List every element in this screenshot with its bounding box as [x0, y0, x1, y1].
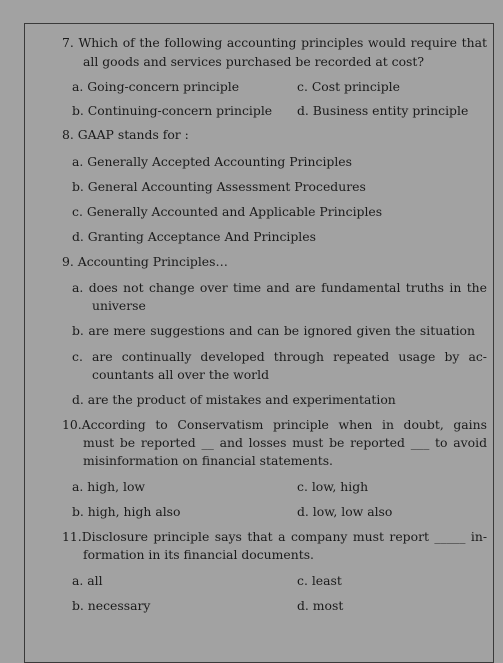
question-10-option-b: b. high, high also — [72, 504, 181, 519]
question-10-option-a: a. high, low — [72, 479, 146, 494]
question-10-stem-line-1: 10.According to Conservatism principle when in doubt, gains — [62, 417, 487, 432]
question-7-option-a: a. Going-concern principle — [72, 79, 240, 94]
question-10-stem-line-2: must be reported __ and losses must be reported ___ to avoid — [83, 435, 487, 450]
question-11-option-b: b. necessary — [72, 598, 151, 613]
question-7-option-b: b. Continuing-concern principle — [72, 103, 273, 118]
question-10-option-d: d. low, low also — [297, 504, 393, 519]
question-11-option-a: a. all — [72, 573, 103, 588]
question-9-option-c-line-2: countants all over the world — [92, 367, 270, 382]
question-7-option-d: d. Business entity principle — [297, 103, 469, 118]
question-9-option-d: d. are the product of mistakes and experimentation — [72, 392, 396, 407]
question-7-stem-line-2: all goods and services purchased be recorded at cost? — [83, 54, 425, 69]
question-7-stem-line-1: 7. Which of the following accounting principles would require that — [62, 35, 487, 50]
question-8-option-b: b. General Accounting Assessment Procedures — [72, 179, 366, 194]
question-9-option-a-line-2: universe — [92, 298, 146, 313]
question-8-option-a: a. Generally Accepted Accounting Principles — [72, 154, 352, 169]
question-11-option-d: d. most — [297, 598, 344, 613]
question-9-stem: 9. Accounting Principles… — [62, 254, 228, 269]
question-7-option-c: c. Cost principle — [297, 79, 400, 94]
question-8-option-c: c. Generally Accounted and Applicable Principles — [72, 204, 383, 219]
question-10-option-c: c. low, high — [297, 479, 369, 494]
question-11-stem-line-1: 11.Disclosure principle says that a company must report _____ in- — [62, 529, 487, 544]
question-10-stem-line-3: misinformation on financial statements. — [83, 453, 333, 468]
question-9-option-a-line-1: a. does not change over time and are fundamental truths in the — [72, 280, 487, 295]
question-11-stem-line-2: formation in its financial documents. — [83, 547, 314, 562]
question-9-option-b: b. are mere suggestions and can be ignored given the situation — [72, 323, 475, 338]
question-9-option-c-line-1: c. are continually developed through repeated usage by ac- — [72, 349, 487, 364]
question-11-option-c: c. least — [297, 573, 342, 588]
question-8-stem: 8. GAAP stands for : — [62, 127, 189, 142]
question-8-option-d: d. Granting Acceptance And Principles — [72, 229, 316, 244]
